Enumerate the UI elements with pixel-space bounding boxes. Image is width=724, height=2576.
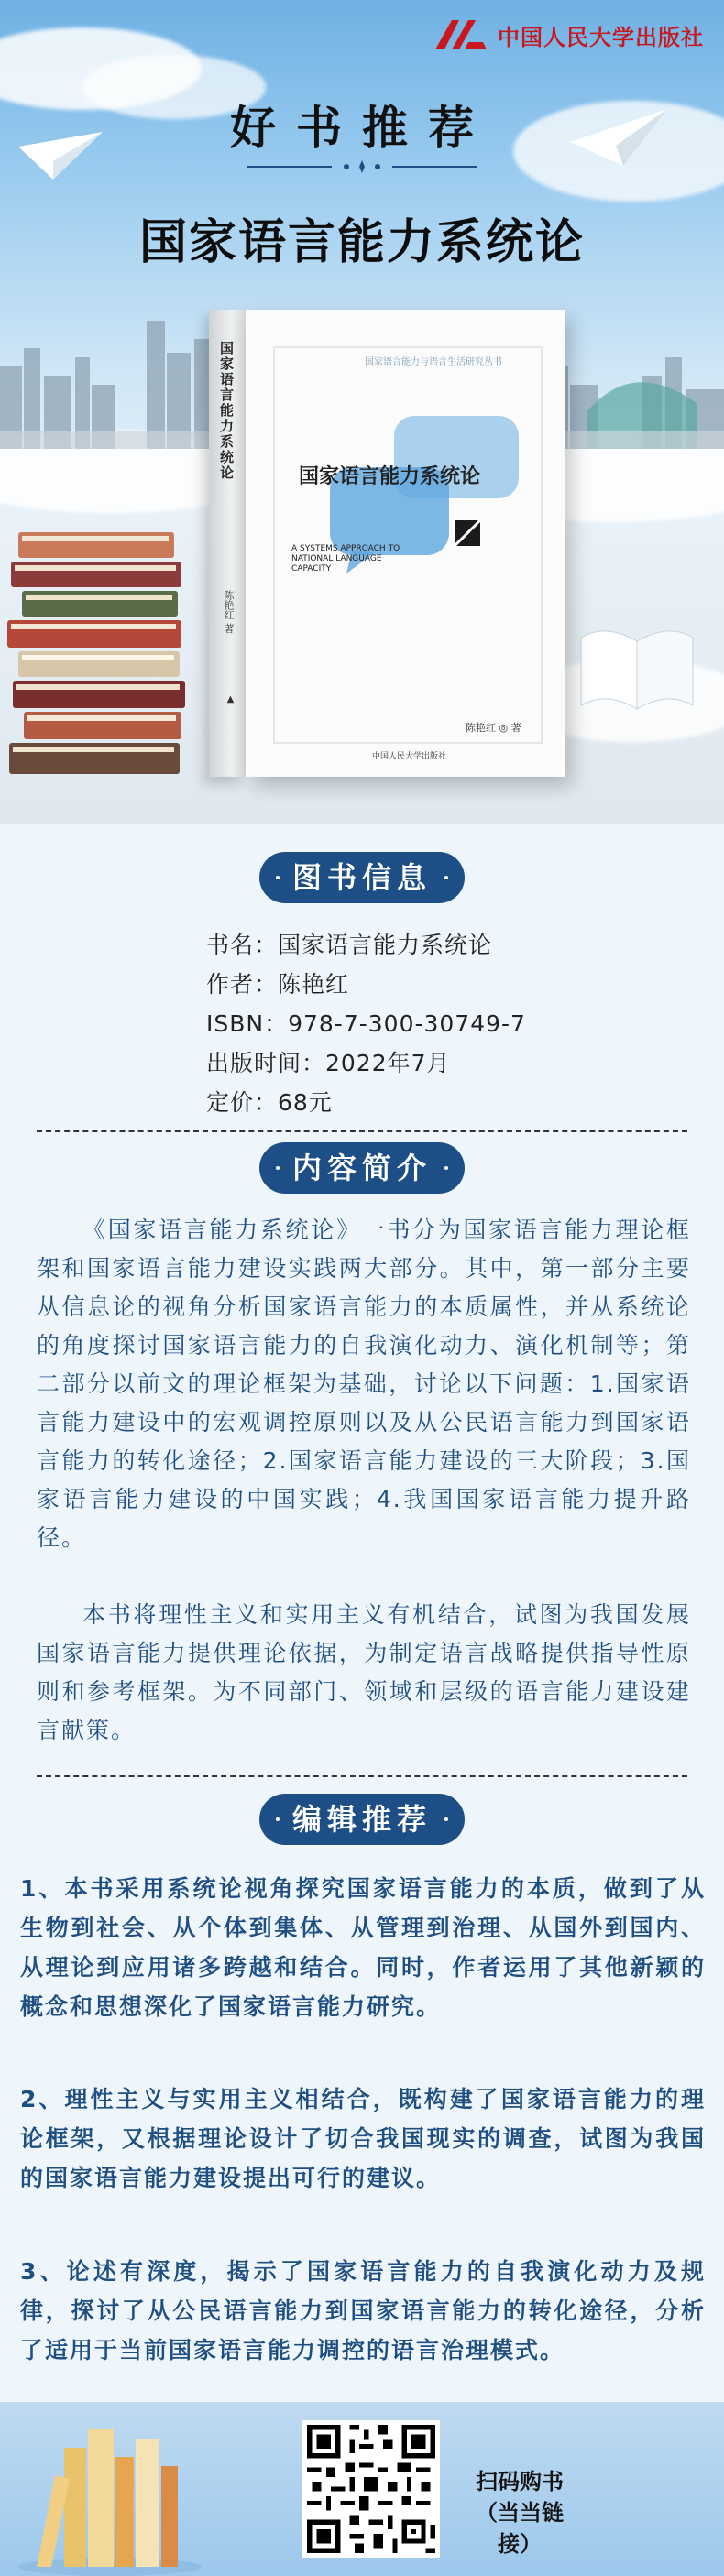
publisher-emblem-icon bbox=[432, 16, 490, 53]
open-book-image bbox=[577, 614, 697, 715]
summary-paragraph: 《国家语言能力系统论》一书分为国家语言能力理论框架和国家语言能力建设实践两大部分。其中，第一部分主要从信息论的视角分析国家语言能力的本质属性，并从系统论的角度探讨国家语言能力的自我演化动力、演化机制等；第二部分以前文的理论框架为基础，讨论以下问题：1.国家语言能力建设中的宏观调控原则以及从公民语言能力到国家语言能力的转化途径；2.国家语言能力建设的三大阶段；3.国家语言能力建设的中国实践；4.我国国家语言能力提升路径。 bbox=[37, 1217, 691, 1551]
book-cover-image bbox=[246, 310, 565, 777]
recommendation-item: 1、本书采用系统论视角探究国家语言能力的本质，做到了从生物到社会、从个体到集体、从管理到治理、从国外到国内、从理论到应用诸多跨越和结合。同时，作者运用了其他新颖的概念和思想深化了国家语言能力研究。 bbox=[20, 1875, 706, 2020]
hero-subtitle: 好书推荐 bbox=[230, 102, 494, 155]
scan-line-2: （当当链接） bbox=[476, 2500, 564, 2557]
footer bbox=[0, 2402, 724, 2576]
book-stack-image bbox=[0, 527, 220, 783]
title-ornament-divider bbox=[247, 158, 477, 176]
publisher-logo bbox=[432, 13, 704, 57]
editor-recommendation-heading: 编辑推荐 bbox=[259, 1794, 465, 1845]
book-spine bbox=[209, 310, 246, 777]
section-divider bbox=[37, 1130, 687, 1132]
recommendation-item: 3、论述有深度，揭示了国家语言能力的自我演化动力及规律，探讨了从公民语言能力到国家语言能力的转化途径，分析了适用于当前国家语言能力调控的语言治理模式。 bbox=[20, 2258, 706, 2363]
spine-publisher-icon: ▲ bbox=[225, 694, 236, 704]
summary-paragraph: 本书将理性主义和实用主义有机结合，试图为我国发展国家语言能力提供理论依据，为制定语言战略提供指导性原则和参考框架。为不同部门、领域和层级的语言能力建设建言献策。 bbox=[37, 1601, 691, 1743]
summary-heading: 内容简介 bbox=[259, 1142, 465, 1194]
info-pub-date: 出版时间：2022年7月 bbox=[206, 1050, 451, 1076]
cover-publisher: 中国人民大学出版社 bbox=[372, 752, 447, 761]
cover-english-title: A SYSTEMS APPROACH TO NATIONAL LANGUAGE CAPACITY bbox=[291, 544, 400, 573]
book-info-heading: 图书信息 bbox=[259, 852, 465, 903]
info-price: 定价：68元 bbox=[206, 1089, 333, 1116]
spine-author: 陈艳红 著 bbox=[223, 590, 235, 634]
spine-title: 国家语言能力系统论 bbox=[218, 341, 235, 481]
hero-banner bbox=[0, 0, 724, 824]
info-isbn: ISBN：978-7-300-30749-7 bbox=[206, 1010, 526, 1037]
publisher-name: 中国人民大学出版社 bbox=[498, 24, 704, 50]
hero-title: 国家语言能力系统论 bbox=[138, 215, 585, 270]
recommendation-item: 2、理性主义与实用主义相结合，既构建了国家语言能力的理论框架，又根据理论设计了切合我国现实的调查，试图为我国的国家语言能力建设提出可行的建议。 bbox=[20, 2086, 706, 2191]
cover-title: 国家语言能力系统论 bbox=[299, 464, 481, 488]
info-title: 书名：国家语言能力系统论 bbox=[206, 932, 493, 958]
cover-author: 陈艳红 ◎ 著 bbox=[466, 722, 521, 734]
qr-code-image[interactable] bbox=[302, 2420, 440, 2558]
scan-line-1: 扫码购书 bbox=[476, 2469, 564, 2494]
bookshelf-decoration-image bbox=[18, 2411, 202, 2576]
cover-series: 国家语言能力与语言生活研究丛书 bbox=[365, 357, 502, 367]
section-divider bbox=[37, 1775, 687, 1777]
scan-to-buy-label bbox=[460, 2466, 579, 2560]
info-author: 作者：陈艳红 bbox=[206, 971, 350, 998]
